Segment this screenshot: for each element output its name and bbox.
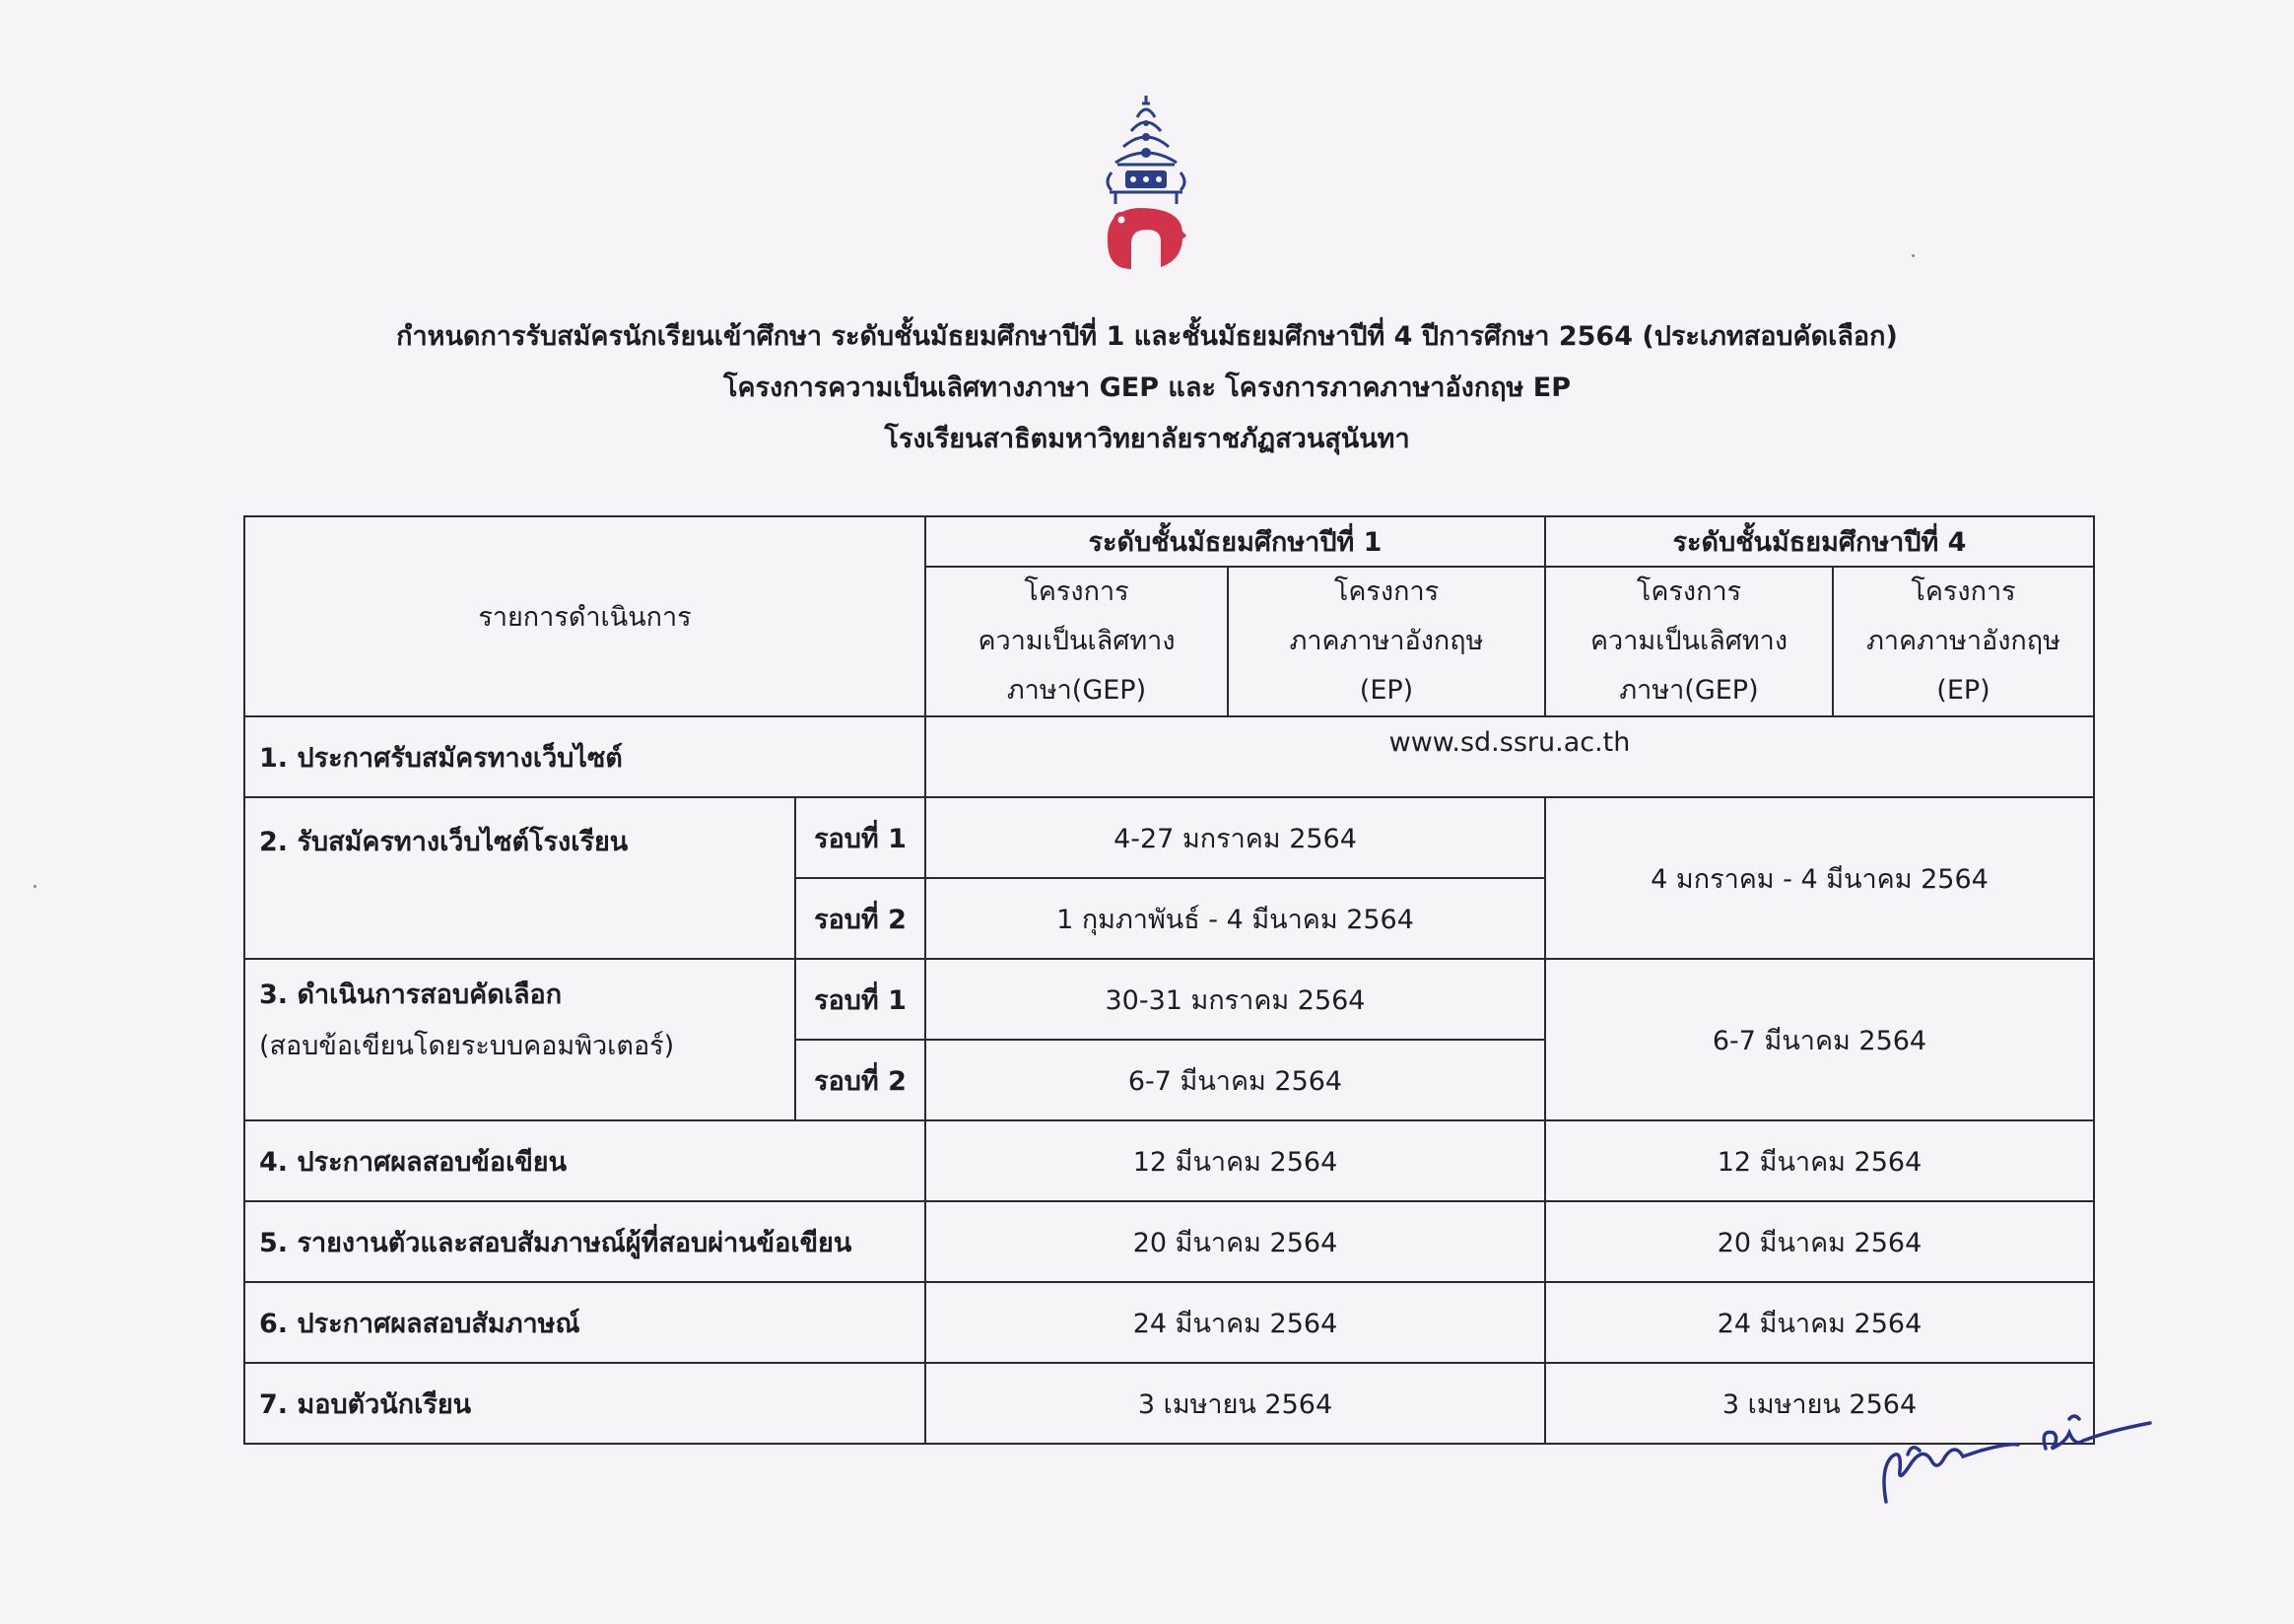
gep-line-1: โครงการ [1636, 576, 1742, 607]
row-3-label: 3. ดำเนินการสอบคัดเลือก [259, 980, 563, 1010]
row-3-round-2: รอบที่ 2 [795, 1040, 925, 1120]
gep-line-2: ความเป็นเลิศทาง [1589, 626, 1788, 656]
gep-line-2: ความเป็นเลิศทาง [978, 626, 1176, 656]
col-header-m4: ระดับชั้นมัธยมศึกษาปีที่ 4 [1545, 516, 2094, 567]
row-6-m1: 24 มีนาคม 2564 [925, 1282, 1545, 1363]
col-header-m4-ep [1833, 567, 2094, 716]
row-4-label: 4. ประกาศผลสอบข้อเขียน [244, 1120, 925, 1201]
row-4-m1: 12 มีนาคม 2564 [925, 1120, 1545, 1201]
row-3-m1-round-2: 6-7 มีนาคม 2564 [925, 1040, 1545, 1120]
row-1-label: 1. ประกาศรับสมัครทางเว็บไซต์ [244, 716, 925, 797]
gep-line-3: ภาษา(GEP) [1619, 675, 1759, 706]
admission-schedule-table [243, 515, 2095, 1445]
row-5-label: 5. รายงานตัวและสอบสัมภาษณ์ผู้ที่สอบผ่านข้อเขียน [244, 1201, 925, 1282]
scan-speck [34, 885, 36, 888]
row-7-m1: 3 เมษายน 2564 [925, 1363, 1545, 1444]
col-header-activity: รายการดำเนินการ [244, 516, 925, 716]
heading-line-2: โครงการความเป็นเลิศทางภาษา GEP และ โครงการภาคภาษาอังกฤษ EP [722, 372, 1571, 403]
row-4-m4: 12 มีนาคม 2564 [1545, 1120, 2094, 1201]
table-row [244, 959, 2094, 1040]
row-2-round-1: รอบที่ 1 [795, 797, 925, 878]
col-header-m1-gep [925, 567, 1228, 716]
table-header-row-1 [244, 516, 2094, 567]
scan-speck [1912, 254, 1915, 257]
row-3-round-1: รอบที่ 1 [795, 959, 925, 1040]
school-emblem-icon [1088, 94, 1204, 276]
document-heading [0, 311, 2294, 465]
row-3-m1-round-1: 30-31 มกราคม 2564 [925, 959, 1545, 1040]
row-3-label-cell [244, 959, 795, 1120]
heading-line-3: โรงเรียนสาธิตมหาวิทยาลัยราชภัฏสวนสุนันทา [884, 424, 1410, 454]
col-header-m1-ep [1228, 567, 1545, 716]
ep-line-3: (EP) [1359, 675, 1414, 706]
row-6-m4: 24 มีนาคม 2564 [1545, 1282, 2094, 1363]
col-header-m1: ระดับชั้นมัธยมศึกษาปีที่ 1 [925, 516, 1545, 567]
ep-line-2: ภาคภาษาอังกฤษ [1289, 626, 1484, 656]
table-row [244, 1363, 2094, 1444]
row-3-sublabel: (สอบข้อเขียนโดยระบบคอมพิวเตอร์) [259, 1031, 675, 1061]
heading-line-1: กำหนดการรับสมัครนักเรียนเข้าศึกษา ระดับชั้นมัธยมศึกษาปีที่ 1 และชั้นมัธยมศึกษาปีที่ 4 ปีการศึกษา 2564 (ประเภทสอบคัดเลือก) [396, 321, 1898, 352]
row-6-label: 6. ประกาศผลสอบสัมภาษณ์ [244, 1282, 925, 1363]
table-row [244, 1120, 2094, 1201]
row-7-label: 7. มอบตัวนักเรียน [244, 1363, 925, 1444]
row-1-website: www.sd.ssru.ac.th [925, 716, 2094, 797]
gep-line-1: โครงการ [1024, 576, 1129, 607]
row-2-m1-round-2: 1 กุมภาพันธ์ - 4 มีนาคม 2564 [925, 878, 1545, 959]
row-2-m4: 4 มกราคม - 4 มีนาคม 2564 [1545, 797, 2094, 959]
ep-line-2: ภาคภาษาอังกฤษ [1866, 626, 2060, 656]
row-7-m4: 3 เมษายน 2564 [1545, 1363, 2094, 1444]
handwritten-signature-icon [1872, 1399, 2168, 1508]
table-row [244, 1201, 2094, 1282]
table-row [244, 1282, 2094, 1363]
ep-line-1: โครงการ [1911, 576, 2016, 607]
row-2-m1-round-1: 4-27 มกราคม 2564 [925, 797, 1545, 878]
gep-line-3: ภาษา(GEP) [1006, 675, 1147, 706]
row-2-round-2: รอบที่ 2 [795, 878, 925, 959]
col-header-m4-gep [1545, 567, 1833, 716]
row-5-m4: 20 มีนาคม 2564 [1545, 1201, 2094, 1282]
row-2-label: 2. รับสมัครทางเว็บไซต์โรงเรียน [244, 797, 795, 959]
table-row [244, 797, 2094, 878]
ep-line-3: (EP) [1936, 675, 1990, 706]
ep-line-1: โครงการ [1333, 576, 1440, 607]
row-5-m1: 20 มีนาคม 2564 [925, 1201, 1545, 1282]
row-3-m4: 6-7 มีนาคม 2564 [1545, 959, 2094, 1120]
table-row [244, 716, 2094, 797]
